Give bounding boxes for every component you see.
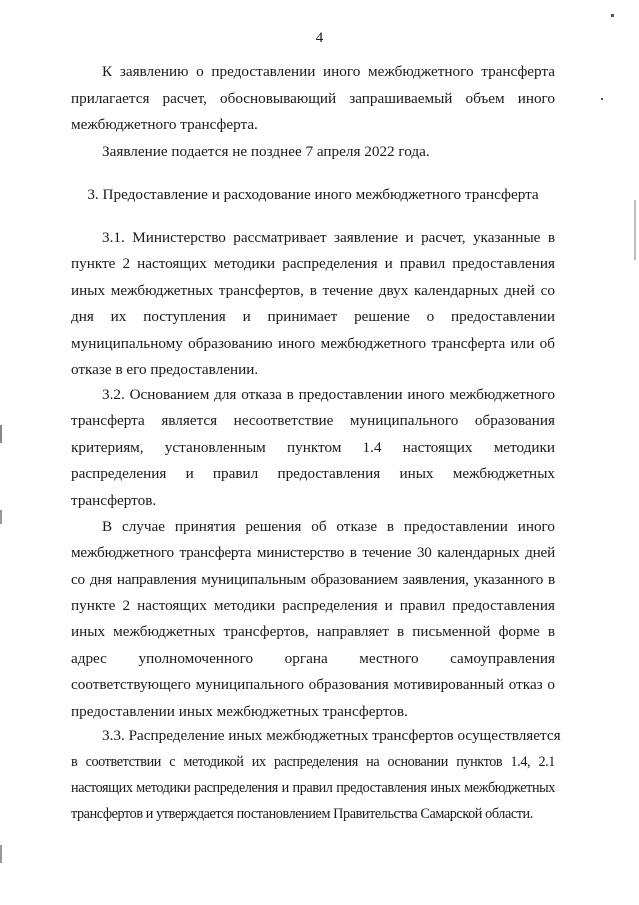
section-heading: 3. Предоставление и расходование иного межбюджетного трансферта bbox=[87, 186, 539, 203]
paragraph-1-line-2: прилагается расчет, обосновывающий запрашиваемый объем иного bbox=[71, 90, 555, 107]
paragraph-5-line-5: иных межбюджетных трансфертов, направляет в письменной форме в bbox=[71, 623, 555, 640]
paragraph-5-line-8: предоставлении иных межбюджетных трансфертов. bbox=[71, 703, 408, 720]
paragraph-5-line-3: со дня направления муниципальным образованием заявления, указанного в bbox=[71, 571, 555, 588]
paragraph-4-line-2: трансферта является несоответствие муниципального образования bbox=[71, 412, 555, 429]
paragraph-6-line-3: настоящих методики распределения и правил предоставления иных межбюджетных bbox=[71, 780, 555, 796]
paragraph-3-line-5: муниципальному образованию иного межбюджетного трансферта или об bbox=[71, 335, 555, 352]
paragraph-2-line-1: Заявление подается не позднее 7 апреля 2022 года. bbox=[102, 143, 430, 160]
scan-edge-line bbox=[634, 200, 636, 260]
paragraph-3-line-6: отказе в его предоставлении. bbox=[71, 361, 259, 378]
paragraph-4-line-1: 3.2. Основанием для отказа в предоставлении иного межбюджетного bbox=[102, 386, 555, 403]
paragraph-1-line-3: межбюджетного трансферта. bbox=[71, 116, 258, 133]
scan-edge-line bbox=[0, 510, 2, 524]
paragraph-6-line-1: 3.3. Распределение иных межбюджетных трансфертов осуществляется bbox=[102, 727, 561, 744]
page-number: 4 bbox=[315, 30, 324, 46]
paragraph-5-line-1: В случае принятия решения об отказе в предоставлении иного bbox=[102, 518, 555, 535]
scan-edge-line bbox=[0, 845, 2, 863]
scan-dot bbox=[611, 14, 614, 17]
paragraph-5-line-7: соответствующего муниципального образования мотивированный отказ о bbox=[71, 676, 555, 693]
scan-edge-line bbox=[0, 425, 2, 443]
paragraph-6-line-2: в соответствии с методикой их распределения на основании пунктов 1.4, 2.1 bbox=[71, 754, 555, 770]
paragraph-1-line-1: К заявлению о предоставлении иного межбюджетного трансферта bbox=[102, 63, 555, 80]
paragraph-3-line-1: 3.1. Министерство рассматривает заявление и расчет, указанные в bbox=[102, 229, 555, 246]
paragraph-3-line-3: иных межбюджетных трансфертов, в течение двух календарных дней со bbox=[71, 282, 555, 299]
paragraph-4-line-5: трансфертов. bbox=[71, 492, 157, 509]
paragraph-4-line-4: распределения и правил предоставления иных межбюджетных bbox=[71, 465, 555, 482]
paragraph-5-line-2: межбюджетного трансферта министерство в течение 30 календарных дней bbox=[71, 544, 555, 561]
paragraph-5-line-6: адрес уполномоченного органа местного самоуправления bbox=[71, 650, 555, 667]
paragraph-5-line-4: пункте 2 настоящих методики распределения и правил предоставления bbox=[71, 597, 555, 614]
paragraph-3-line-2: пункте 2 настоящих методики распределения и правил предоставления bbox=[71, 255, 555, 272]
paragraph-6-line-4: трансфертов и утверждается постановлением Правительства Самарской области. bbox=[71, 806, 533, 822]
scan-dot bbox=[601, 98, 603, 100]
paragraph-3-line-4: дня их поступления и принимает решение о предоставлении bbox=[71, 308, 555, 325]
paragraph-4-line-3: критериям, установленным пунктом 1.4 настоящих методики bbox=[71, 439, 555, 456]
